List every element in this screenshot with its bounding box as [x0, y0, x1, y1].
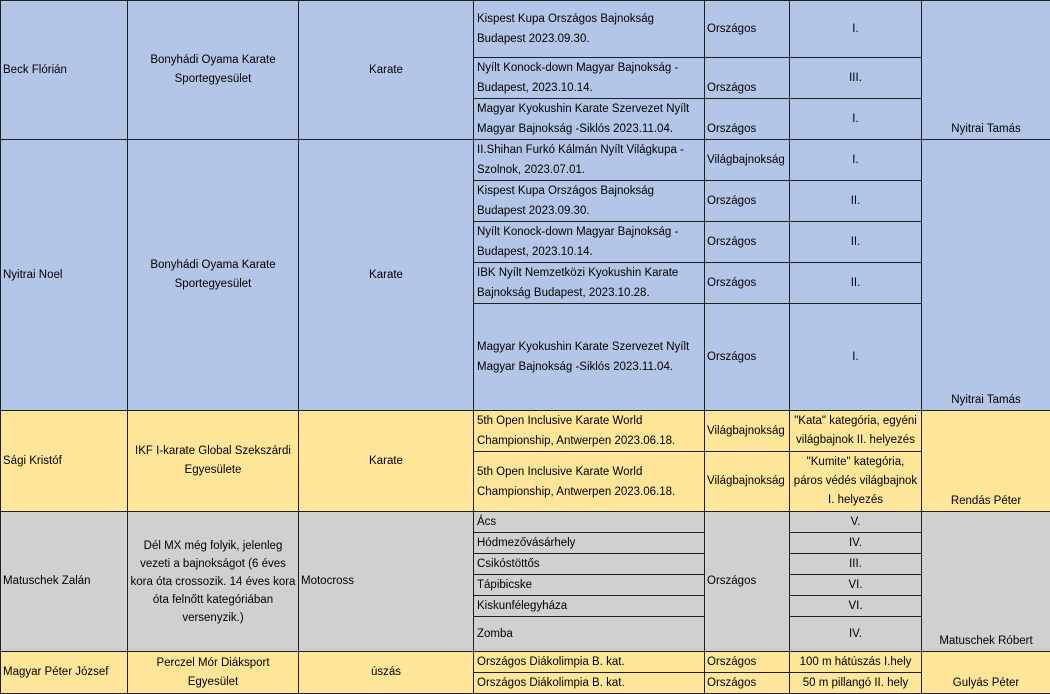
- table-row: [1, 1, 1050, 58]
- coach-name: Rendás Péter: [922, 411, 1050, 512]
- event-name: Kispest Kupa Országos Bajnokság Budapest 2023.09.30.: [474, 1, 705, 58]
- sport-name: Karate: [299, 1, 474, 140]
- event-level: Országos: [705, 652, 790, 673]
- event-name: Magyar Kyokushin Karate Szervezet Nyílt Magyar Bajnokság -Siklós 2023.11.04.: [474, 304, 705, 411]
- event-level: Országos: [705, 99, 790, 140]
- event-level: Országos: [705, 263, 790, 304]
- event-name: 5th Open Inclusive Karate World Championship, Antwerpen 2023.06.18.: [474, 411, 705, 452]
- sport-name: Karate: [299, 140, 474, 411]
- event-level: Országos: [705, 181, 790, 222]
- event-result: I.: [790, 99, 922, 140]
- table-row: [1, 652, 1050, 673]
- athlete-name: Magyar Péter József: [1, 652, 128, 694]
- event-result: II.: [790, 181, 922, 222]
- club-name: IKF I-karate Global Szekszárdi Egyesülete: [128, 411, 299, 512]
- event-name: Magyar Kyokushin Karate Szervezet Nyílt Magyar Bajnokság -Siklós 2023.11.04.: [474, 99, 705, 140]
- event-result: V.: [790, 512, 922, 533]
- athlete-name: Sági Kristóf: [1, 411, 128, 512]
- event-level: Országos: [705, 304, 790, 411]
- event-level: Országos: [705, 222, 790, 263]
- event-result: II.: [790, 263, 922, 304]
- club-name: Bonyhádi Oyama Karate Sportegyesület: [128, 1, 299, 140]
- event-result: IV.: [790, 533, 922, 554]
- event-name: Nyílt Konock-down Magyar Bajnokság - Budapest, 2023.10.14.: [474, 58, 705, 99]
- event-name: Csikóstöttős: [474, 554, 705, 575]
- event-name: 5th Open Inclusive Karate World Championship, Antwerpen 2023.06.18.: [474, 452, 705, 512]
- event-name: Kiskunfélegyháza: [474, 596, 705, 617]
- club-name: Bonyhádi Oyama Karate Sportegyesület: [128, 140, 299, 411]
- coach-name: Nyitrai Tamás: [922, 140, 1050, 411]
- event-result: "Kata" kategória, egyéni világbajnok II. helyezés: [790, 411, 922, 452]
- event-result: III.: [790, 58, 922, 99]
- event-level: Világbajnokság: [705, 452, 790, 512]
- table-row: [1, 140, 1050, 181]
- event-level: Országos: [705, 673, 790, 694]
- event-level: Világbajnokság: [705, 140, 790, 181]
- athlete-name: Beck Flórián: [1, 1, 128, 140]
- event-name: Hódmezővásárhely: [474, 533, 705, 554]
- sport-name: úszás: [299, 652, 474, 694]
- sport-name: Karate: [299, 411, 474, 512]
- table-row: [1, 512, 1050, 533]
- sport-name: Motocross: [299, 512, 474, 652]
- event-result: I.: [790, 1, 922, 58]
- event-result: "Kumite" kategória, páros védés világbajnok I. helyezés: [790, 452, 922, 512]
- event-level: Országos: [705, 1, 790, 58]
- club-name: Perczel Mór Diáksport Egyesület: [128, 652, 299, 694]
- coach-name: Matuschek Róbert: [922, 512, 1050, 652]
- event-name: IBK Nyílt Nemzetközi Kyokushin Karate Bajnokság Budapest, 2023.10.28.: [474, 263, 705, 304]
- club-name: Dél MX még folyik, jelenleg vezeti a bajnokságot (6 éves kora óta crossozik. 14 éves kora óta felnőtt kategóriában versenyzik.): [128, 512, 299, 652]
- event-result: 100 m hátúszás I.hely: [790, 652, 922, 673]
- event-result: 50 m pillangó II. hely: [790, 673, 922, 694]
- event-result: I.: [790, 140, 922, 181]
- event-name: Országos Diákolimpia B. kat.: [474, 652, 705, 673]
- event-name: Nyílt Konock-down Magyar Bajnokság - Budapest, 2023.10.14.: [474, 222, 705, 263]
- event-result: VI.: [790, 596, 922, 617]
- event-level: Országos: [705, 58, 790, 99]
- event-result: VI.: [790, 575, 922, 596]
- event-name: Ács: [474, 512, 705, 533]
- event-result: I.: [790, 304, 922, 411]
- event-name: Országos Diákolimpia B. kat.: [474, 673, 705, 694]
- event-name: Tápibicske: [474, 575, 705, 596]
- event-level: Világbajnokság: [705, 411, 790, 452]
- coach-name: Nyitrai Tamás: [922, 1, 1050, 140]
- athlete-name: Nyitrai Noel: [1, 140, 128, 411]
- event-result: III.: [790, 554, 922, 575]
- event-name: Kispest Kupa Országos Bajnokság Budapest 2023.09.30.: [474, 181, 705, 222]
- event-name: Zomba: [474, 617, 705, 652]
- event-name: II.Shihan Furkó Kálmán Nyílt Világkupa - Szolnok, 2023.07.01.: [474, 140, 705, 181]
- table-row: [1, 411, 1050, 452]
- event-result: II.: [790, 222, 922, 263]
- event-level: Országos: [705, 512, 790, 652]
- event-result: IV.: [790, 617, 922, 652]
- coach-name: Gulyás Péter: [922, 652, 1050, 694]
- athlete-name: Matuschek Zalán: [1, 512, 128, 652]
